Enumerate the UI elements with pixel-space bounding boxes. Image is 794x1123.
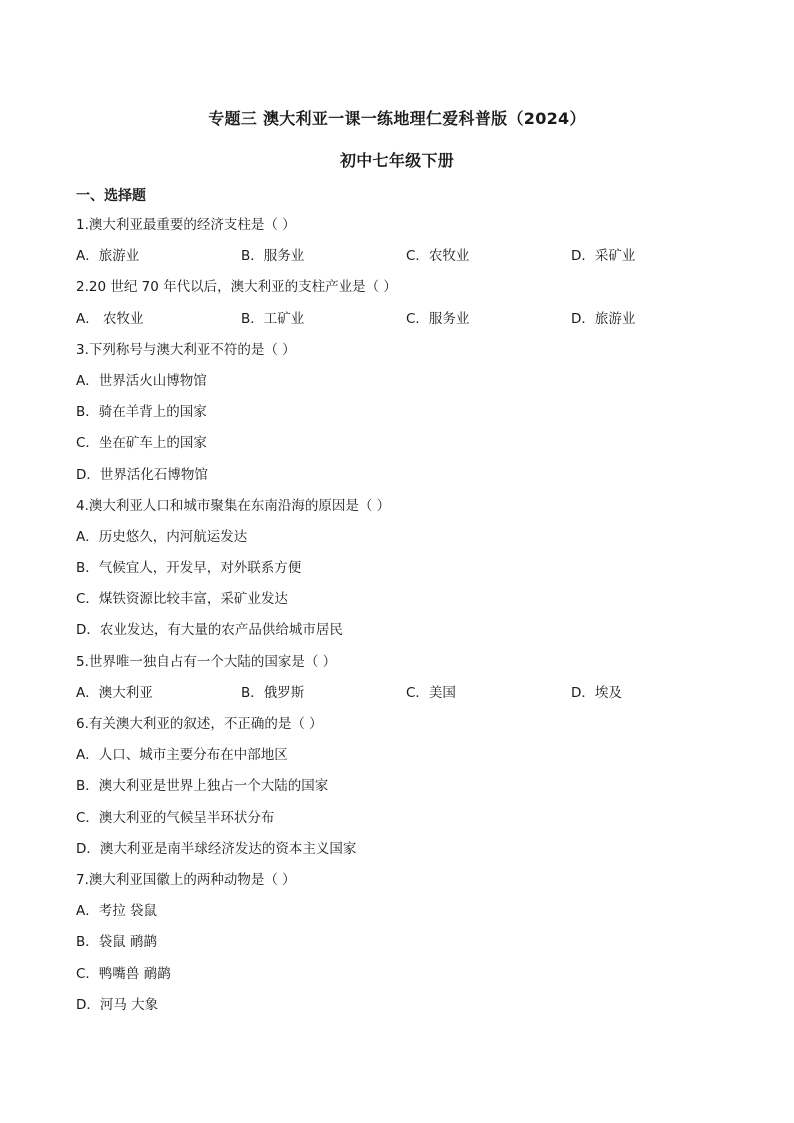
answer-option: B．工矿业	[241, 310, 305, 327]
question-stem: 7.澳大利亚国徽上的两种动物是（ ）	[76, 871, 296, 888]
answer-option: A． 农牧业	[76, 310, 144, 327]
question-stem: 3.下列称号与澳大利亚不符的是（ ）	[76, 341, 296, 358]
answer-option: B．骑在羊背上的国家	[76, 404, 207, 421]
answer-option: D．世界活化石博物馆	[76, 466, 208, 483]
answer-option: D．农业发达，有大量的农产品供给城市居民	[76, 622, 343, 639]
answer-option: A．世界活火山博物馆	[76, 372, 207, 389]
answer-option: D．埃及	[571, 684, 622, 701]
answer-option: C．澳大利亚的气候呈半环状分布	[76, 809, 275, 826]
options-row	[76, 244, 736, 275]
question-stem: 4.澳大利亚人口和城市聚集在东南沿海的原因是（ ）	[76, 497, 391, 514]
answer-option: B．气候宜人，开发早，对外联系方便	[76, 560, 302, 577]
answer-option: D．旅游业	[571, 310, 636, 327]
answer-option: B．袋鼠 鸸鹋	[76, 934, 158, 951]
question-stem: 1.澳大利亚最重要的经济支柱是（ ）	[76, 217, 296, 233]
document-subtitle: 初中七年级下册	[339, 151, 455, 170]
document-title: 专题三 澳大利亚一课一练地理仁爱科普版（2024）	[208, 109, 586, 128]
answer-option: A．考拉 袋鼠	[76, 903, 158, 920]
question-stem: 5.世界唯一独自占有一个大陆的国家是（ ）	[76, 653, 337, 670]
answer-option: C．鸭嘴兽 鸸鹋	[76, 965, 171, 982]
question-stem: 6.有关澳大利亚的叙述，不正确的是（ ）	[76, 716, 323, 732]
answer-option: A．历史悠久，内河航运发达	[76, 528, 248, 545]
answer-option: C．农牧业	[406, 248, 470, 265]
answer-option: C．美国	[406, 684, 456, 701]
options-row	[76, 307, 736, 338]
answer-option: C．坐在矿车上的国家	[76, 435, 207, 452]
answer-option: C．服务业	[406, 310, 470, 327]
answer-option: A．澳大利亚	[76, 684, 153, 701]
question-stem: 2.20 世纪 70 年代以后，澳大利亚的支柱产业是（ ）	[76, 279, 397, 296]
answer-option: C．煤铁资源比较丰富，采矿业发达	[76, 591, 288, 608]
options-row	[76, 681, 736, 712]
answer-option: B．服务业	[241, 248, 305, 265]
answer-option: B．澳大利亚是世界上独占一个大陆的国家	[76, 778, 329, 795]
question-list	[76, 213, 736, 1024]
answer-option: B．俄罗斯	[241, 684, 305, 701]
answer-option: D．采矿业	[571, 248, 636, 265]
answer-option: D．澳大利亚是南半球经济发达的资本主义国家	[76, 840, 357, 857]
answer-option: A．旅游业	[76, 248, 140, 265]
answer-option: A．人口、城市主要分布在中部地区	[76, 747, 288, 764]
section-heading: 一、选择题	[76, 188, 146, 204]
answer-option: D．河马 大象	[76, 996, 159, 1013]
